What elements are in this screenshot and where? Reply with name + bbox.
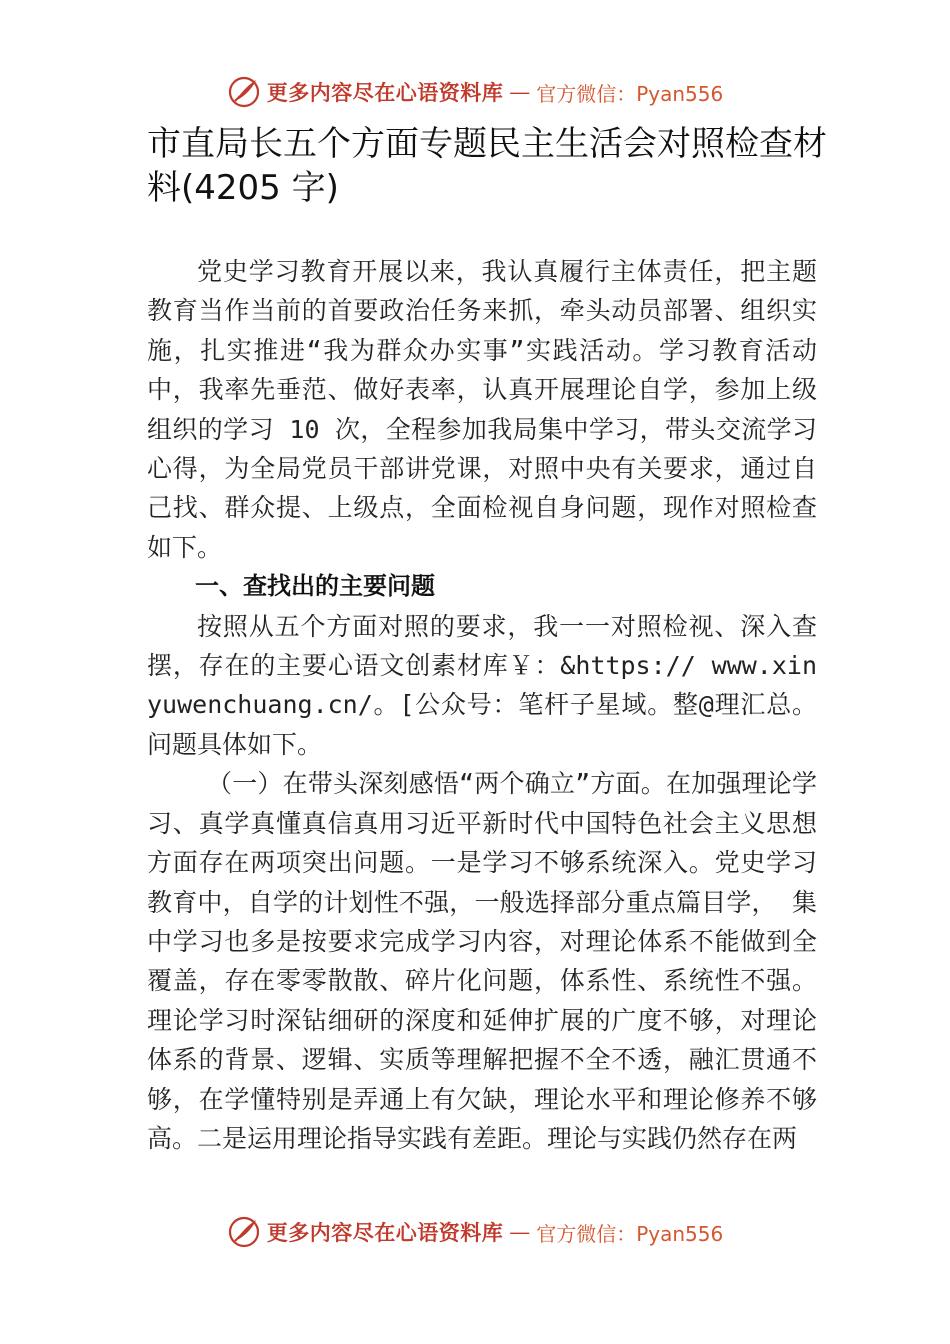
quill-pen-logo-icon: [227, 75, 261, 109]
banner-text: 更多内容尽在心语资料库: [266, 80, 504, 105]
document-body: [147, 252, 817, 1158]
footer-banner: [0, 1210, 950, 1254]
document-title: 市直局长五个方面专题民主生活会对照检查材料(4205 字): [147, 124, 827, 208]
banner-wechat: 官方微信：Pyan556: [536, 1221, 724, 1246]
banner-separator: —: [509, 1220, 531, 1244]
section-heading: 一、查找出的主要问题: [195, 572, 435, 601]
paragraph-item-1: （一）在带头深刻感悟“两个确立”方面。在加强理论学习、真学真懂真信真用习近平新时代中国特色社会主义思想方面存在两项突出问题。一是学习不够系统深入。党史学习教育中，自学的计划性不强，一般选择部分重点篇目学， 集中学习也多是按要求完成学习内容，对理论体系不能做到全覆盖，存在零零散散、碎片化问题，体系性、系统性不强。理论学习时深钻细研的深度和延伸扩展的广度不够，对理论体系的背景、逻辑、实质等理解把握不全不透，融汇贯通不够，在学懂特别是弄通上有欠缺，理论水平和理论修养不够高。二是运用理论指导实践有差距。理论与实践仍然存在两: [147, 769, 817, 1153]
paragraph-intro: 党史学习教育开展以来，我认真履行主体责任，把主题教育当作当前的首要政治任务来抓，牵头动员部署、组织实施，扎实推进“我为群众办实事”实践活动。学习教育活动中，我率先垂范、做好表率，认真开展理论自学，参加上级组织的学习 10 次，全程参加我局集中学习，带头交流学习心得，为全局党员干部讲党课，对照中央有关要求，通过自己找、群众提、上级点，全面检视自身问题，现作对照检查如下。: [147, 257, 817, 562]
banner-wechat: 官方微信：Pyan556: [536, 81, 724, 106]
paragraph-overview: 按照从五个方面对照的要求，我一一对照检视、深入查摆，存在的主要心语文创素材库￥：&https:// www.xinyuwenchuang.cn/。[公众号：笔杆子星域。整@理汇总。问题具体如下。: [147, 611, 817, 759]
banner-text: 更多内容尽在心语资料库: [266, 1220, 504, 1245]
header-banner: [0, 70, 950, 114]
banner-separator: —: [509, 80, 531, 104]
quill-pen-logo-icon: [227, 1215, 261, 1249]
